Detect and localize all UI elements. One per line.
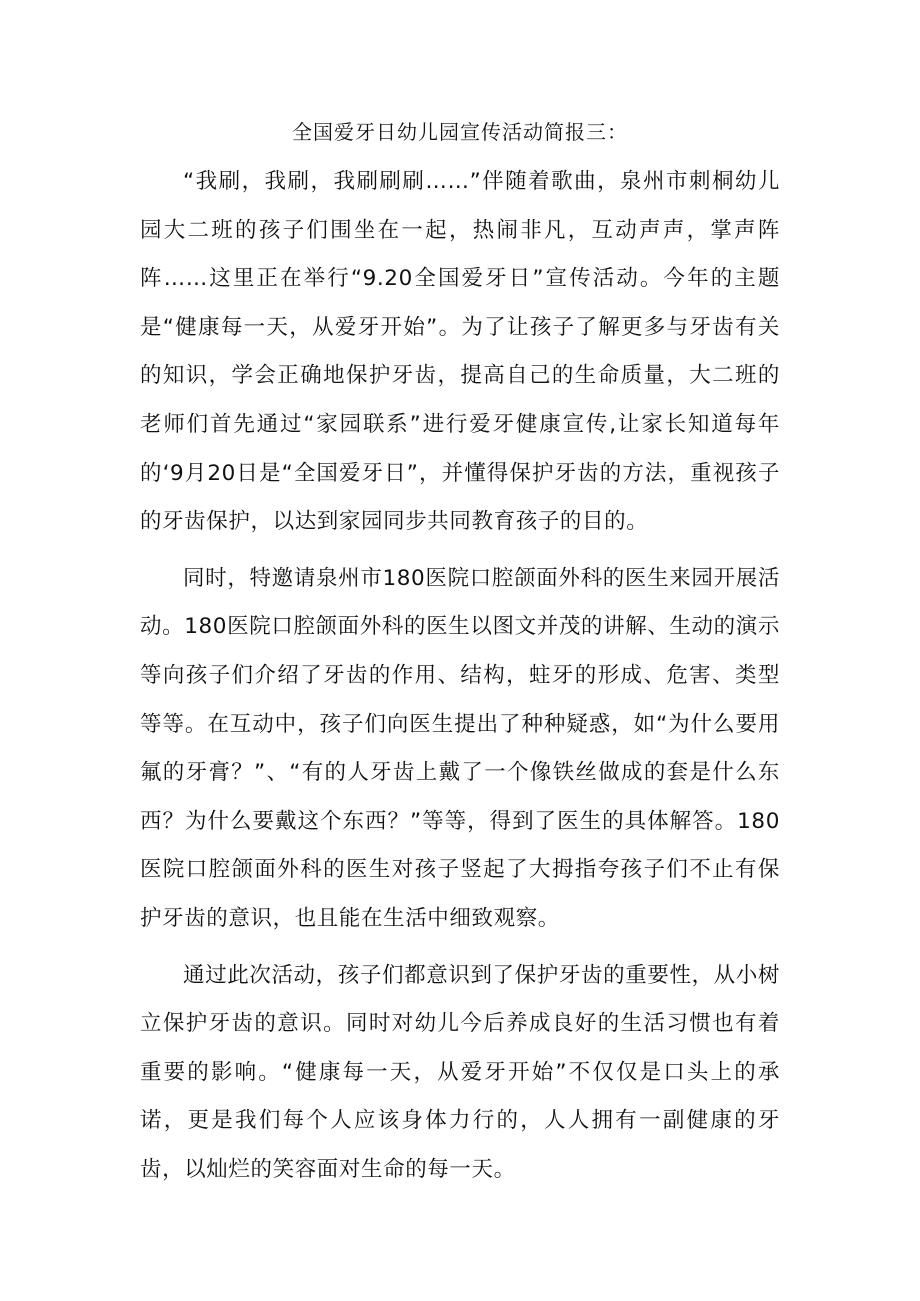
document-body <box>140 112 780 1202</box>
paragraph-doctor-visit: 同时，特邀请泉州市180医院口腔颌面外科的医生来园开展活动。180医院口腔颌面外科的医生以图文并茂的讲解、生动的演示等向孩子们介绍了牙齿的作用、结构，蛀牙的形成、危害、类型等等。在互动中，孩子们向医生提出了种种疑惑，如“为什么要用氟的牙膏？”、“有的人牙齿上戴了一个像铁丝做成的套是什么东西？为什么要戴这个东西？”等等，得到了医生的具体解答。180医院口腔颌面外科的医生对孩子竖起了大拇指夸孩子们不止有保护牙齿的意识，也且能在生活中细致观察。 <box>140 565 780 931</box>
paragraph-intro: “我刷，我刷，我刷刷刷……”伴随着歌曲，泉州市刺桐幼儿园大二班的孩子们围坐在一起，热闹非凡，互动声声，掌声阵阵……这里正在举行“9.20全国爱牙日”宣传活动。今年的主题是“健康每一天，从爱牙开始”。为了让孩子了解更多与牙齿有关的知识，学会正确地保护牙齿，提高自己的生命质量，大二班的老师们首先通过“家园联系”进行爱牙健康宣传,让家长知道每年的‘9月20日是“全国爱牙日”，并懂得保护牙齿的方法，重视孩子的牙齿保护，以达到家园同步共同教育孩子的目的。 <box>140 169 780 535</box>
document-title: 全国爱牙日幼儿园宣传活动简报三： <box>292 120 628 144</box>
paragraph-conclusion: 通过此次活动，孩子们都意识到了保护牙齿的重要性，从小树立保护牙齿的意识。同时对幼儿今后养成良好的生活习惯也有着重要的影响。“健康每一天，从爱牙开始”不仅仅是口头上的承诺，更是我们每个人应该身体力行的，人人拥有一副健康的牙齿，以灿烂的笑容面对生命的每一天。 <box>140 962 780 1182</box>
